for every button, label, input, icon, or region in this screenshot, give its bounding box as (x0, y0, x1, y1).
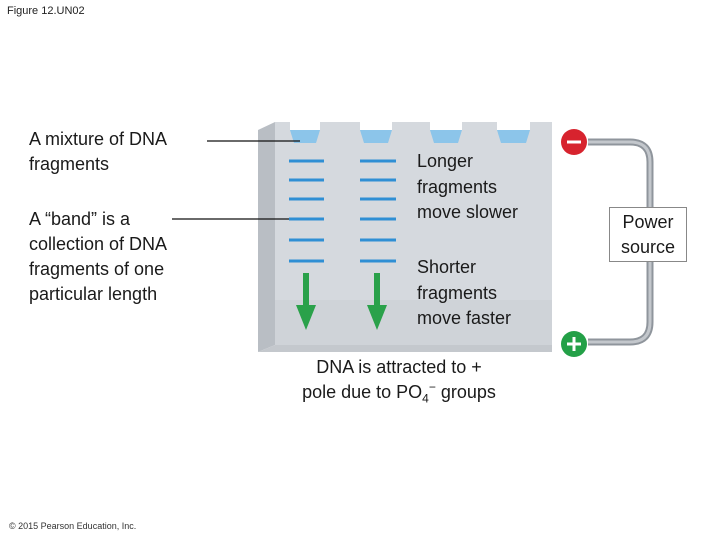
caption-line-1: DNA is attracted to + (316, 357, 482, 377)
mixture-label-line: fragments (29, 154, 110, 174)
well-4 (497, 130, 530, 143)
gel-text-line: Shorter (417, 257, 477, 277)
longer-fragments-text (417, 149, 518, 226)
power-source-box (609, 207, 687, 262)
band-label (29, 207, 167, 307)
gel-side-face (258, 122, 275, 352)
power-source-line: Power (622, 212, 674, 232)
power-source-line: source (620, 237, 676, 257)
caption-line-2 (270, 380, 528, 405)
phosphate-subscript: 4 (422, 391, 429, 406)
attraction-caption (270, 355, 528, 405)
gel-text-line: move faster (417, 308, 512, 328)
shorter-fragments-text (417, 255, 511, 332)
band-label-line: A “band” is a (29, 209, 131, 229)
caption-suffix: groups (435, 382, 496, 402)
gel-text-line: Longer (417, 151, 474, 171)
gel-bottom-face (258, 345, 552, 352)
gel-text-line: fragments (417, 176, 498, 197)
well-3 (430, 130, 462, 143)
band-label-line: collection of DNA (29, 234, 168, 254)
mixture-label (29, 127, 167, 177)
figure-label: Figure 12.UN02 (7, 5, 85, 17)
band-label-line: fragments of one (29, 259, 165, 279)
gel-text-line: fragments (417, 282, 498, 303)
mixture-label-line: A mixture of DNA (29, 129, 168, 149)
gel-text-line: move slower (417, 202, 519, 222)
caption-prefix: pole due to PO (302, 382, 423, 402)
band-label-line: particular length (29, 284, 158, 304)
well-2 (360, 130, 392, 143)
copyright-notice: © 2015 Pearson Education, Inc. (9, 521, 137, 531)
phosphate-charge: − (428, 380, 436, 394)
